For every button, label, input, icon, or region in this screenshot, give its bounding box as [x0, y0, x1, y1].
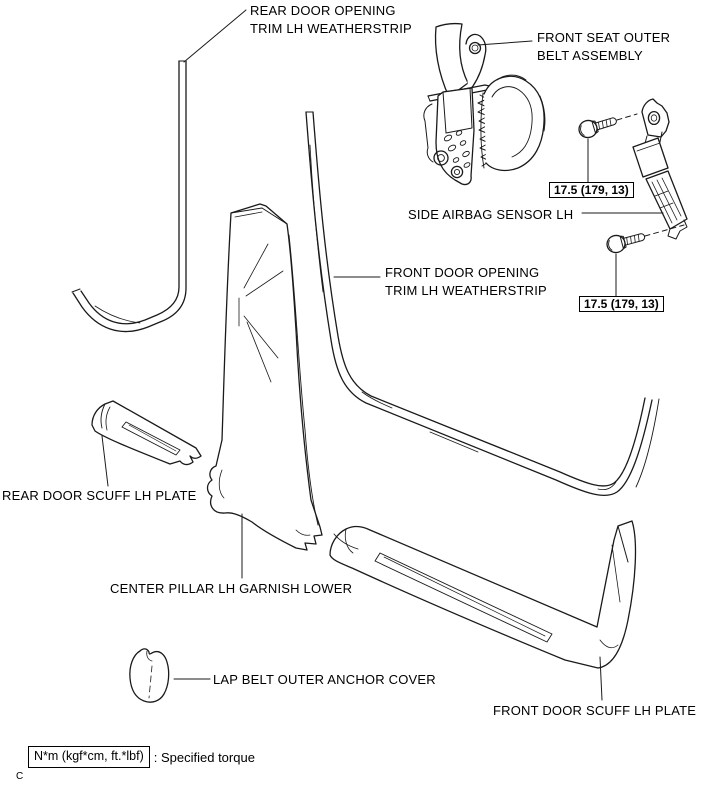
- label-line: CENTER PILLAR LH GARNISH LOWER: [110, 581, 353, 596]
- center-pillar-garnish-drawing: [208, 204, 323, 550]
- label-line: LAP BELT OUTER ANCHOR COVER: [213, 672, 436, 687]
- label-line: FRONT DOOR SCUFF LH PLATE: [493, 703, 697, 718]
- torque-legend: [28, 746, 255, 768]
- torque-callout-2: 17.5 (179, 13): [579, 296, 664, 312]
- label-line: REAR DOOR SCUFF LH PLATE: [2, 488, 197, 503]
- torque-unit-box: N*m (kgf*cm, ft.*lbf): [28, 746, 150, 768]
- front-seat-belt-assembly-drawing: [424, 24, 545, 185]
- label-rear-door-weatherstrip: [250, 2, 412, 38]
- leader-rear-door-scuff: [102, 436, 108, 486]
- label-line: SIDE AIRBAG SENSOR LH: [408, 207, 574, 222]
- label-line: TRIM LH WEATHERSTRIP: [250, 21, 412, 36]
- page-marker: C: [16, 771, 24, 782]
- bolt-drawing-2: [605, 228, 647, 254]
- label-line: FRONT SEAT OUTER: [537, 30, 671, 45]
- label-line: REAR DOOR OPENING: [250, 3, 396, 18]
- leader-front-seat-belt: [478, 41, 532, 45]
- side-airbag-sensor-drawing: [633, 99, 687, 239]
- label-line: TRIM LH WEATHERSTRIP: [385, 283, 547, 298]
- label-center-pillar-garnish: [110, 580, 352, 598]
- bolt-drawing-1: [577, 112, 619, 140]
- rear-door-scuff-plate-drawing: [92, 401, 201, 465]
- bolt-1-fit-line: [617, 114, 637, 120]
- lap-belt-anchor-cover-drawing: [130, 649, 169, 702]
- label-line: FRONT DOOR OPENING: [385, 265, 540, 280]
- front-door-scuff-plate-drawing: [330, 521, 635, 668]
- leader-rear-door-weatherstrip: [184, 10, 246, 62]
- rear-door-weatherstrip-drawing: [72, 61, 186, 332]
- label-line: BELT ASSEMBLY: [537, 48, 643, 63]
- label-front-door-weatherstrip: [385, 264, 547, 300]
- torque-legend-description: : Specified torque: [153, 749, 255, 765]
- label-rear-door-scuff: [2, 487, 197, 505]
- torque-callout-1: 17.5 (179, 13): [549, 182, 634, 198]
- label-front-door-scuff: [493, 702, 696, 720]
- label-front-seat-belt: [537, 29, 670, 65]
- label-lap-belt-cover: [213, 671, 436, 689]
- label-side-airbag-sensor: [408, 206, 573, 224]
